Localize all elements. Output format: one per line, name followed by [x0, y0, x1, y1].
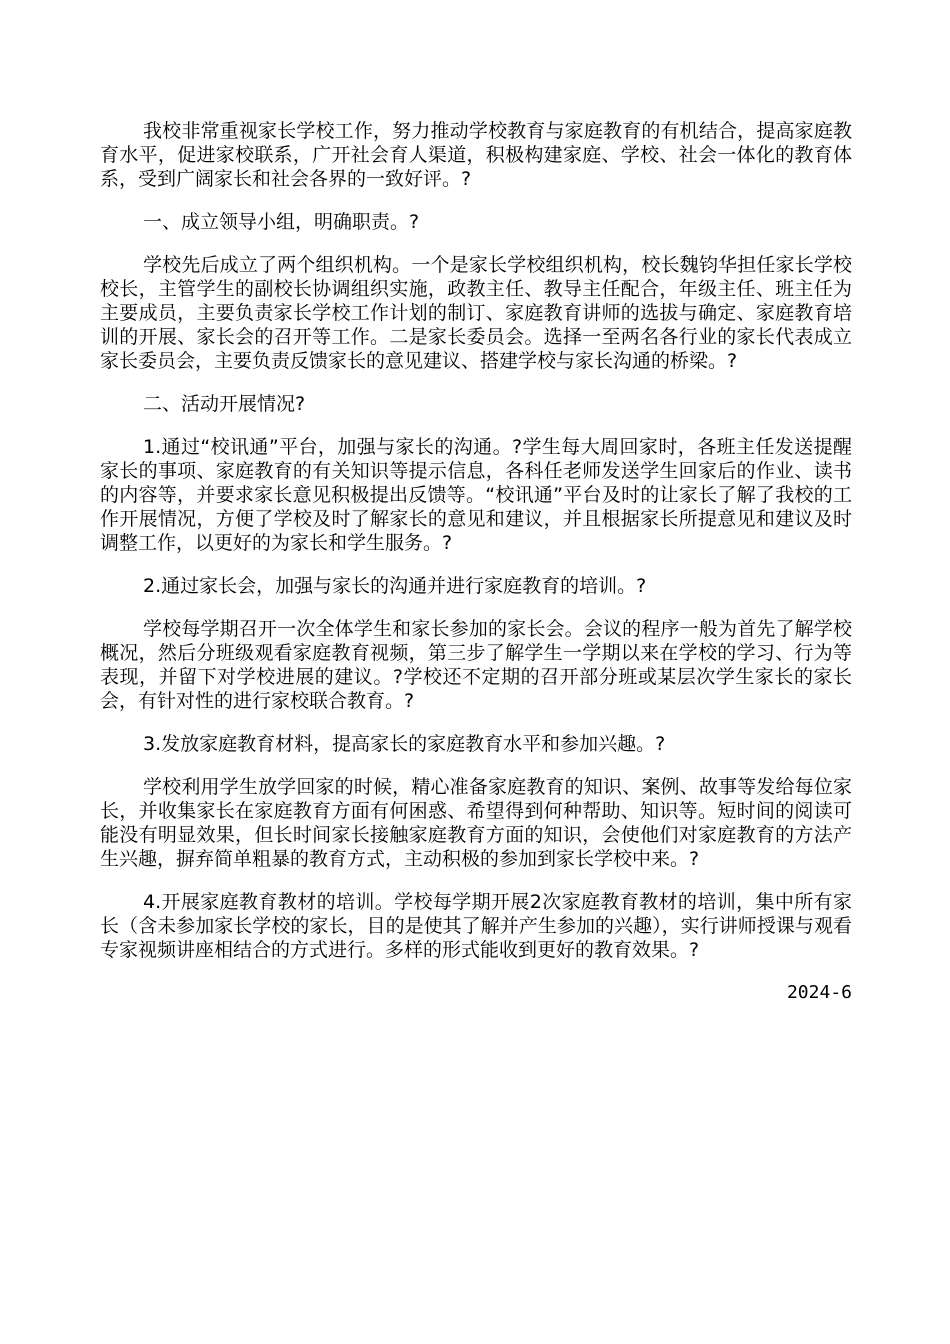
- section-heading-2: 二、活动开展情况?: [143, 393, 306, 415]
- intro-paragraph: 我校非常重视家长学校工作，努力推动学校教育与家庭教育的有机结合，提高家庭教育水平，促进家校联系，广开社会育人渠道，积极构建家庭、学校、社会一体化的教育体系，受到广阔家长和社会各界的一致好评。?: [100, 120, 852, 190]
- section-heading-1: 一、成立领导小组，明确职责。?: [143, 211, 420, 233]
- materials-paragraph: 学校利用学生放学回家的时候，精心准备家庭教育的知识、案例、故事等发给每位家长，并收集家长在家庭教育方面有何困惑、希望得到何种帮助、知识等。短时间的阅读可能没有明显效果，但长时间家长接触家庭教育方面的知识，会使他们对家庭教育的方法产生兴趣，摒弃简单粗暴的教育方式，主动积极的参加到家长学校中来。?: [100, 776, 852, 870]
- document-page: [100, 119, 852, 1005]
- item-4-paragraph: 4.开展家庭教育教材的培训。学校每学期开展2次家庭教育教材的培训，集中所有家长（含未参加家长学校的家长，目的是使其了解并产生参加的兴趣），实行讲师授课与观看专家视频讲座相结合的方式进行。多样的形式能收到更好的教育效果。?: [100, 891, 852, 961]
- item-2-heading: 2.通过家长会，加强与家长的沟通并进行家庭教育的培训。?: [143, 575, 647, 597]
- item-3-heading: 3.发放家庭教育材料，提高家长的家庭教育水平和参加兴趣。?: [143, 733, 666, 755]
- document-date: 2024-6: [786, 982, 852, 1003]
- organization-paragraph: 学校先后成立了两个组织机构。一个是家长学校组织机构，校长魏钧华担任家长学校校长，主管学生的副校长协调组织实施，政教主任、教导主任配合，年级主任、班主任为主要成员，主要负责家长学校工作计划的制订、家庭教育讲师的选拔与确定、家庭教育培训的开展、家长会的召开等工作。二是家长委员会。选择一至两名各行业的家长代表成立家长委员会，主要负责反馈家长的意见建议、搭建学校与家长沟通的桥梁。?: [100, 254, 852, 372]
- parent-meeting-paragraph: 学校每学期召开一次全体学生和家长参加的家长会。会议的程序一般为首先了解学校概况，然后分班级观看家庭教育视频，第三步了解学生一学期以来在学校的学习、行为等表现，并留下对学校进展的建议。?学校还不定期的召开部分班或某层次学生家长的家长会，有针对性的进行家校联合教育。?: [100, 618, 852, 712]
- item-1-paragraph: 1.通过“校讯通”平台，加强与家长的沟通。?学生每大周回家时，各班主任发送提醒家长的事项、家庭教育的有关知识等提示信息，各科任老师发送学生回家后的作业、读书的内容等，并要求家长意见积极提出反馈等。“校讯通”平台及时的让家长了解了我校的工作开展情况，方便了学校及时了解家长的意见和建议，并且根据家长所提意见和建议及时调整工作，以更好的为家长和学生服务。?: [100, 436, 852, 554]
